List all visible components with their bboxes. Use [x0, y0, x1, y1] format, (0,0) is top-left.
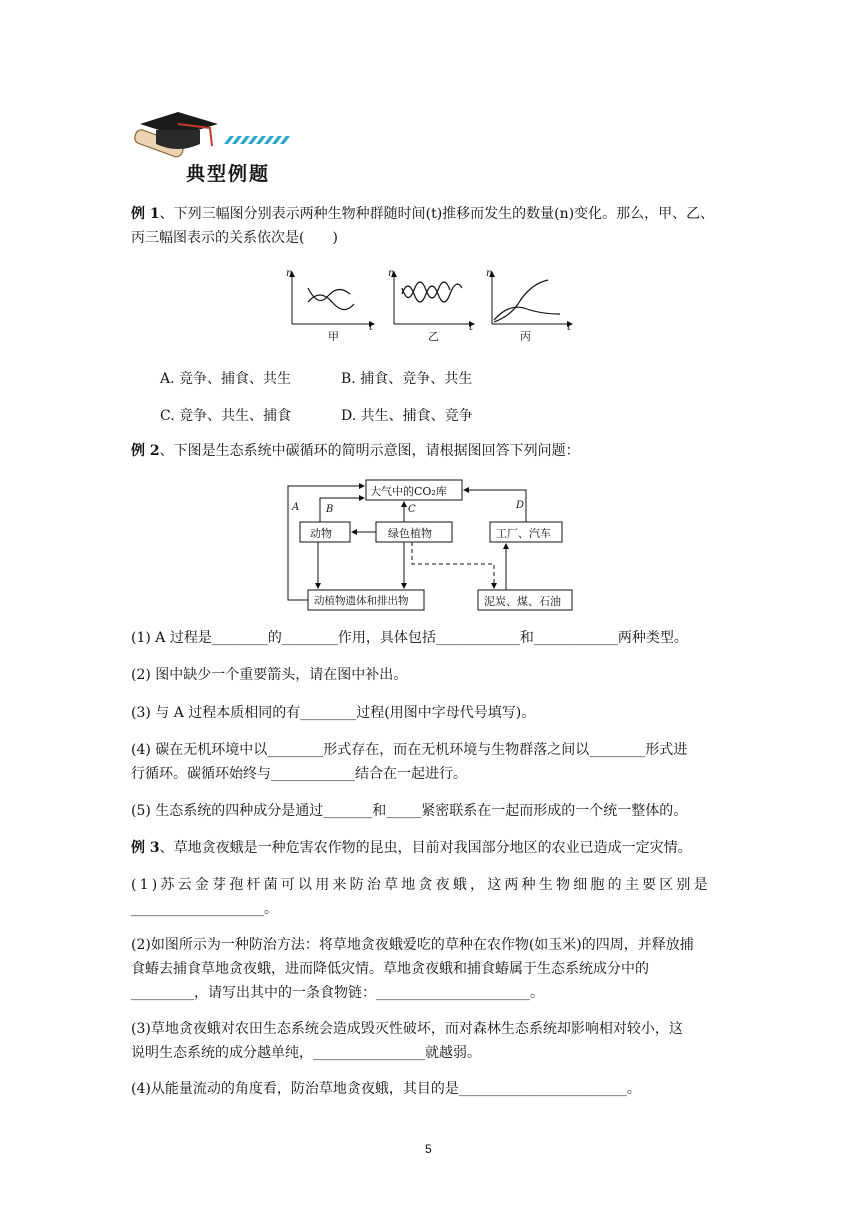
- graph-bing: [492, 272, 572, 324]
- example3-q3-line1: (3)草地贪夜蛾对农田生态系统会造成毁灭性破坏，而对森林生态系统却影响相对较小，这: [131, 1021, 683, 1037]
- label-b: B: [326, 504, 334, 515]
- option-c: C. 竞争、共生、捕食: [160, 408, 292, 424]
- example1-question-line1: 、下列三幅图分别表示两种生物种群随时间(t)推移而发生的数量(n)变化。那么，甲、乙、: [159, 206, 715, 222]
- label-c: C: [408, 504, 416, 515]
- example1-label: 例 1: [131, 206, 160, 222]
- example2-q4-line2: 行循环。碳循环始终与____________结合在一起进行。: [131, 766, 467, 782]
- graph-bing-caption: 丙: [520, 330, 531, 343]
- example3-q1-line2: ___________________。: [131, 901, 278, 917]
- graph-jia-y-label: n: [286, 268, 293, 279]
- graph-yi-x-label: t: [469, 322, 474, 333]
- example2-intro-line: [131, 441, 731, 461]
- example3-q1-line1: (1)苏云金芽孢杆菌可以用来防治草地贪夜蛾，这两种生物细胞的主要区别是: [131, 877, 711, 893]
- graph-jia: [292, 272, 374, 324]
- example3-q2-line3: _________，请写出其中的一条食物链：______________________。: [131, 985, 544, 1001]
- option-d: D. 共生、捕食、竞争: [341, 408, 473, 424]
- example2-q5: (5) 生态系统的四种成分是通过_______和_____紧密联系在一起而形成的一个统一整体的。: [131, 803, 688, 819]
- example1-question-line2: 丙三幅图表示的关系依次是( ): [131, 230, 338, 246]
- graph-jia-x-label: t: [369, 322, 374, 333]
- graph-bing-y-label: n: [486, 268, 493, 279]
- example3-intro-line: [131, 838, 731, 858]
- graph-jia-caption: 甲: [328, 330, 339, 343]
- node-atmosphere-co2: 大气中的CO₂库: [370, 485, 447, 498]
- option-a: A. 竞争、捕食、共生: [160, 371, 292, 387]
- example3-intro: 、草地贪夜蛾是一种危害农作物的昆虫，目前对我国部分地区的农业已造成一定灾情。: [159, 840, 692, 856]
- node-animal: 动物: [310, 527, 332, 540]
- carbon-cycle-diagram: [280, 476, 580, 612]
- banner-title: 典型例题: [186, 163, 271, 185]
- example2-q2: (2) 图中缺少一个重要箭头，请在图中补出。: [131, 667, 408, 683]
- node-factory-car: 工厂、汽车: [496, 527, 551, 540]
- node-remains: 动植物遗体和排出物: [314, 595, 409, 607]
- graph-yi-caption: 乙: [428, 330, 439, 343]
- example2-intro: 、下图是生态系统中碳循环的简明示意图，请根据图回答下列问题：: [159, 443, 580, 459]
- node-fossil-fuel: 泥炭、煤、石油: [484, 595, 561, 608]
- example3-q4: (4)从能量流动的角度看，防治草地贪夜蛾，其目的是________________________。: [131, 1081, 641, 1097]
- option-b: B. 捕食、竞争、共生: [341, 371, 473, 387]
- label-a: A: [292, 502, 300, 513]
- example1-graphs: [278, 268, 588, 348]
- graph-bing-x-label: t: [567, 322, 572, 333]
- example2-q1: (1) A 过程是________的________作用，具体包括____________和____________两种类型。: [131, 630, 688, 646]
- example3-q2-line2: 食蝽去捕食草地贪夜蛾，进而降低灾情。草地贪夜蛾和捕食蝽属于生态系统成分中的: [131, 961, 649, 977]
- graph-yi-y-label: n: [388, 268, 395, 279]
- node-green-plant: 绿色植物: [388, 527, 432, 540]
- page-number: 5: [425, 1142, 432, 1156]
- example1-line1: [131, 204, 731, 224]
- example3-q3-line2: 说明生态系统的成分越单纯，________________就越弱。: [131, 1045, 481, 1061]
- label-d: D: [516, 500, 525, 511]
- example2-q4-line1: (4) 碳在无机环境中以________形式存在，而在无机环境与生物群落之间以________形式进: [131, 742, 688, 758]
- example2-label: 例 2: [131, 443, 160, 459]
- example2-q3: (3) 与 A 过程本质相同的有________过程(用图中字母代号填写)。: [131, 705, 536, 721]
- example3-label: 例 3: [131, 840, 160, 856]
- example3-q2-line1: (2)如图所示为一种防治方法：将草地贪夜蛾爱吃的草种在农作物(如玉米)的四周，并释放捕: [131, 937, 694, 953]
- graph-yi: [394, 272, 474, 324]
